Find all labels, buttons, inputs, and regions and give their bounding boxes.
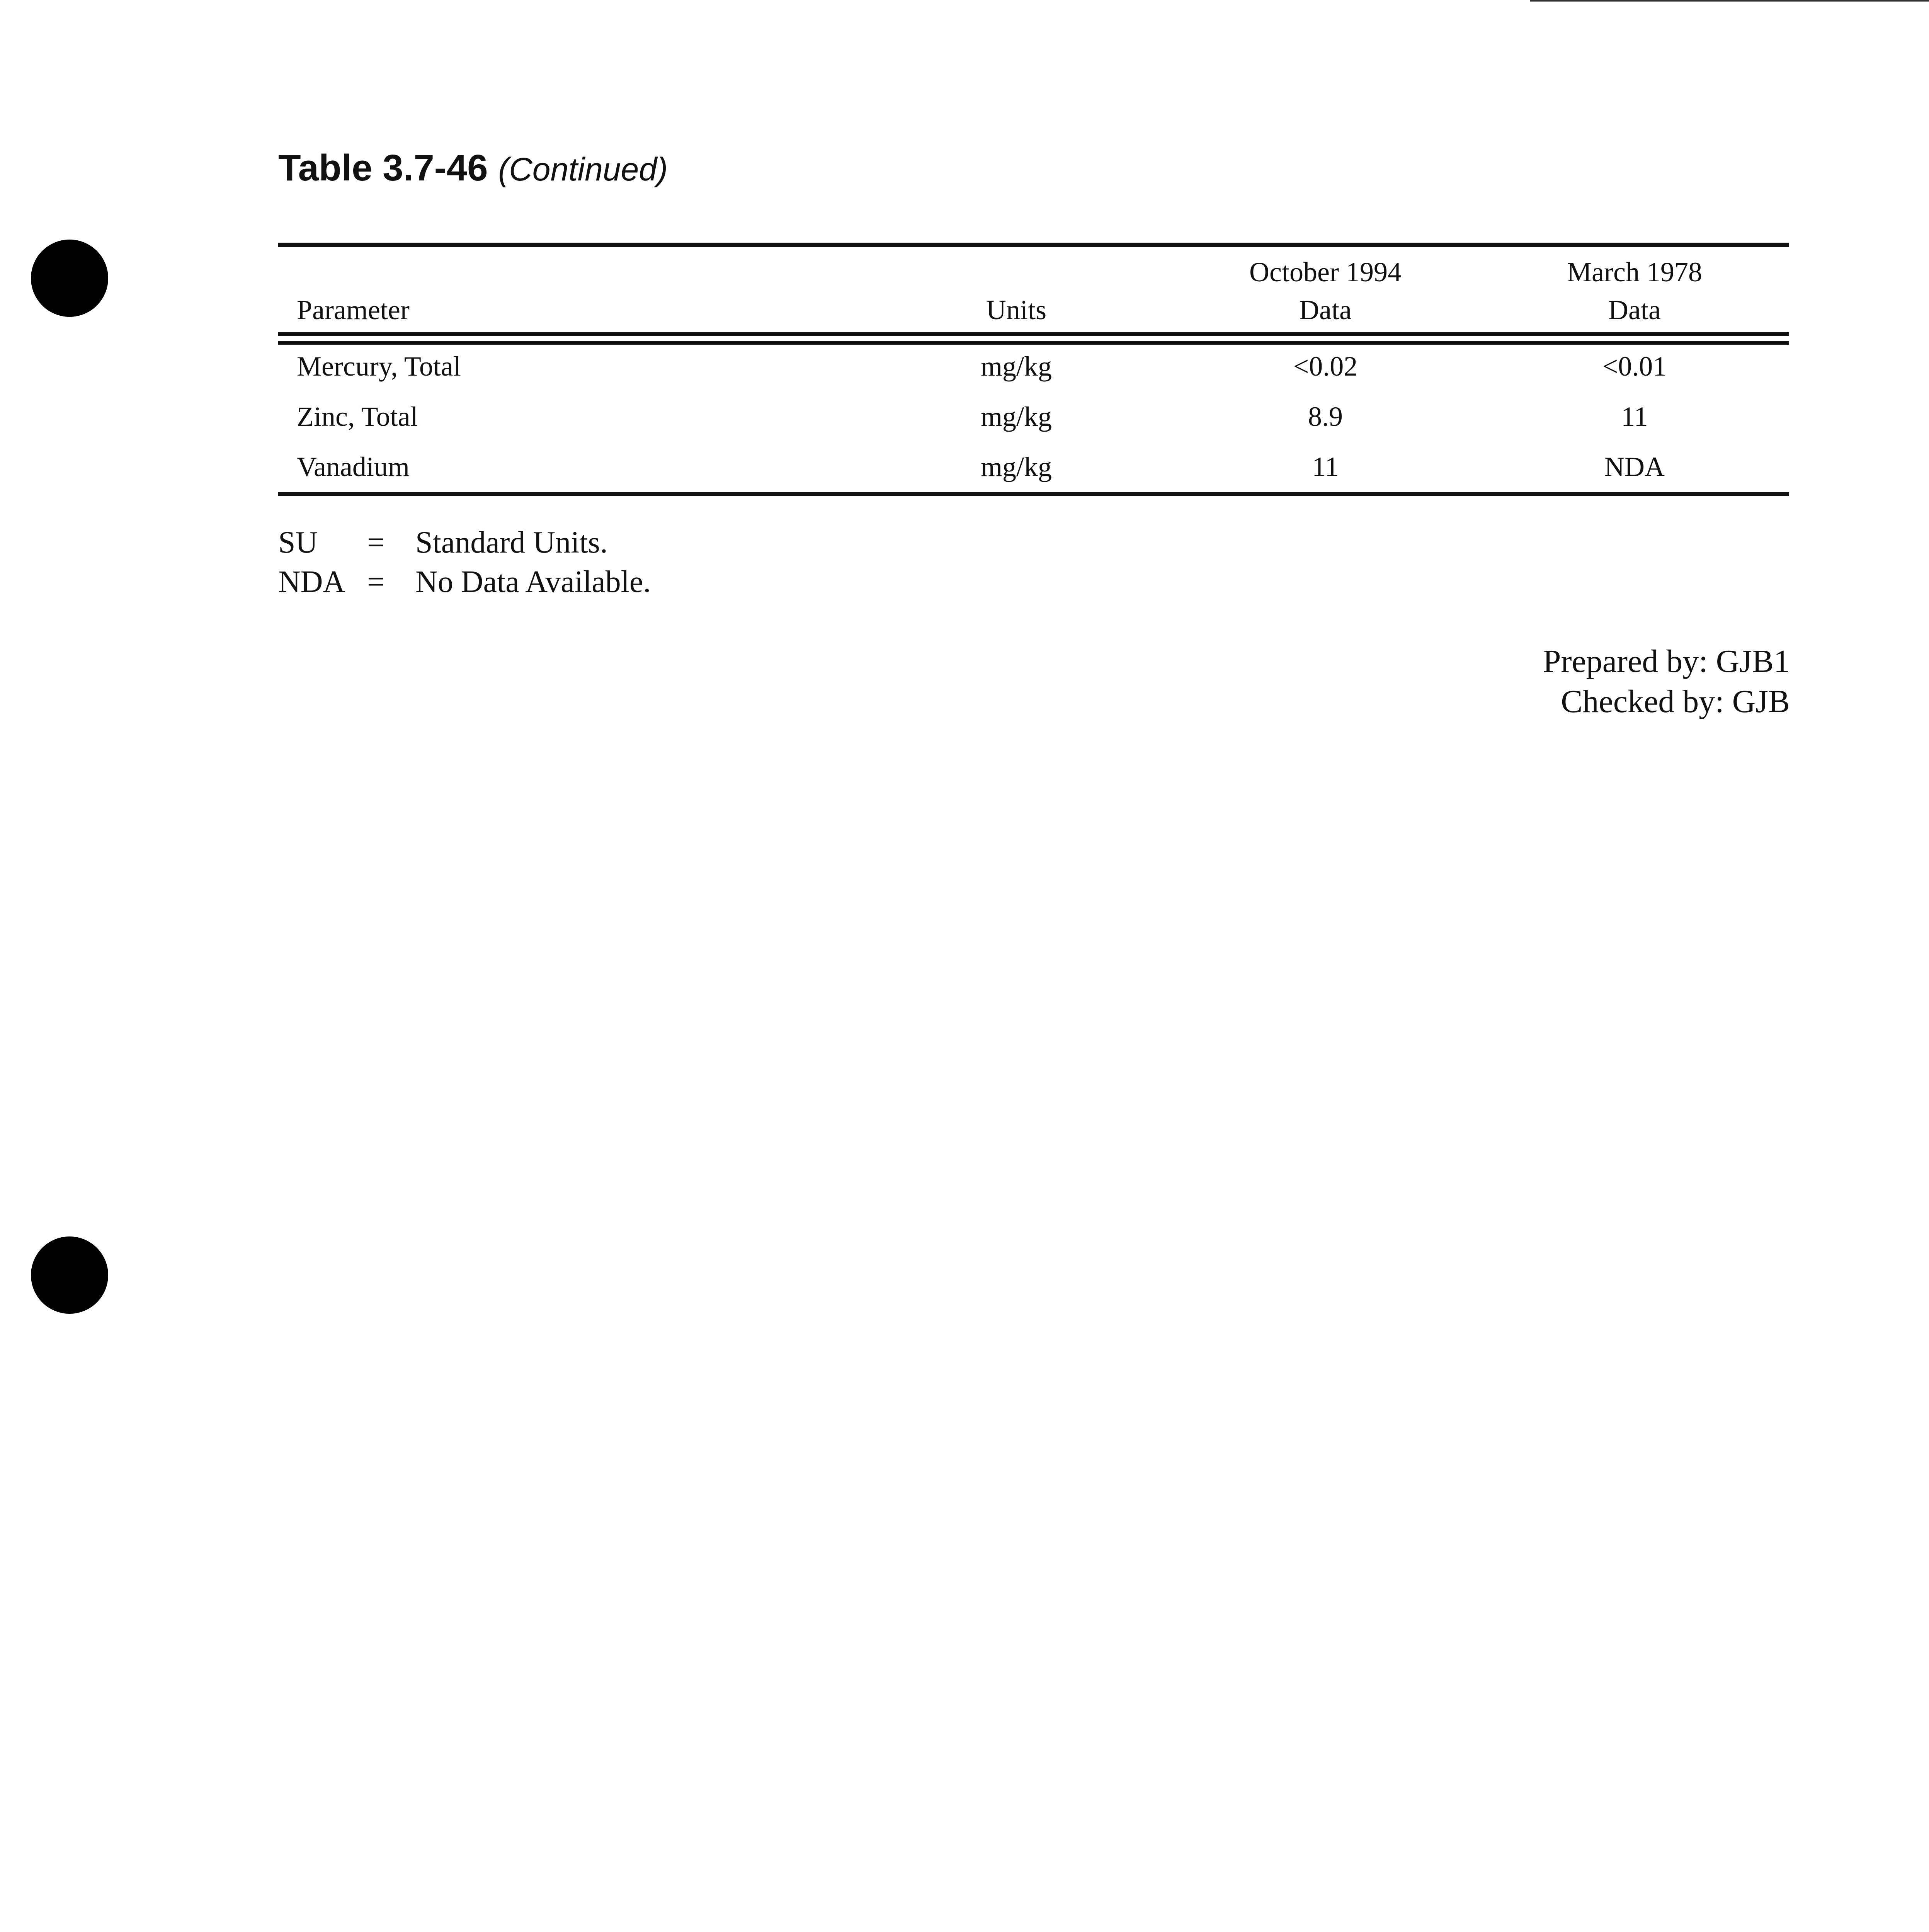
header-october-1994: October 1994	[1249, 257, 1402, 287]
table-top-rule	[278, 243, 1789, 247]
table-cell-units: mg/kg	[980, 351, 1052, 382]
table-continued-label: (Continued)	[498, 151, 668, 187]
header-march-1978: March 1978	[1567, 257, 1702, 287]
table-cell-parameter: Mercury, Total	[297, 351, 461, 382]
header-march-data: Data	[1608, 294, 1661, 325]
scan-edge-line	[1530, 0, 1929, 2]
header-october-data: Data	[1299, 294, 1352, 325]
binder-hole	[31, 240, 108, 317]
note-definition: No Data Available.	[415, 565, 651, 599]
table-cell-october: <0.02	[1293, 351, 1358, 382]
table-cell-october: 11	[1312, 451, 1339, 482]
table-cell-parameter: Zinc, Total	[297, 401, 418, 432]
table-bottom-rule	[278, 492, 1789, 496]
table-cell-units: mg/kg	[980, 401, 1052, 432]
note-definition: Standard Units.	[415, 526, 608, 560]
table-cell-march: <0.01	[1602, 351, 1667, 382]
table-number: Table 3.7-46	[278, 147, 488, 189]
header-double-rule	[278, 341, 1789, 345]
table-cell-march: 11	[1621, 401, 1648, 432]
table-cell-october: 8.9	[1308, 401, 1343, 432]
header-double-rule	[278, 332, 1789, 336]
note-abbreviation: NDA	[278, 565, 345, 599]
table-cell-units: mg/kg	[980, 451, 1052, 482]
binder-hole	[31, 1236, 108, 1314]
header-parameter: Parameter	[297, 294, 410, 325]
note-abbreviation: SU	[278, 526, 318, 560]
table-cell-parameter: Vanadium	[297, 451, 410, 482]
note-equals: =	[367, 565, 385, 599]
header-units: Units	[986, 294, 1047, 325]
table-title	[278, 147, 668, 189]
checked-by: Checked by: GJB	[1561, 684, 1790, 719]
table-cell-march: NDA	[1604, 451, 1665, 482]
note-equals: =	[367, 526, 385, 560]
prepared-by: Prepared by: GJB1	[1543, 643, 1790, 679]
